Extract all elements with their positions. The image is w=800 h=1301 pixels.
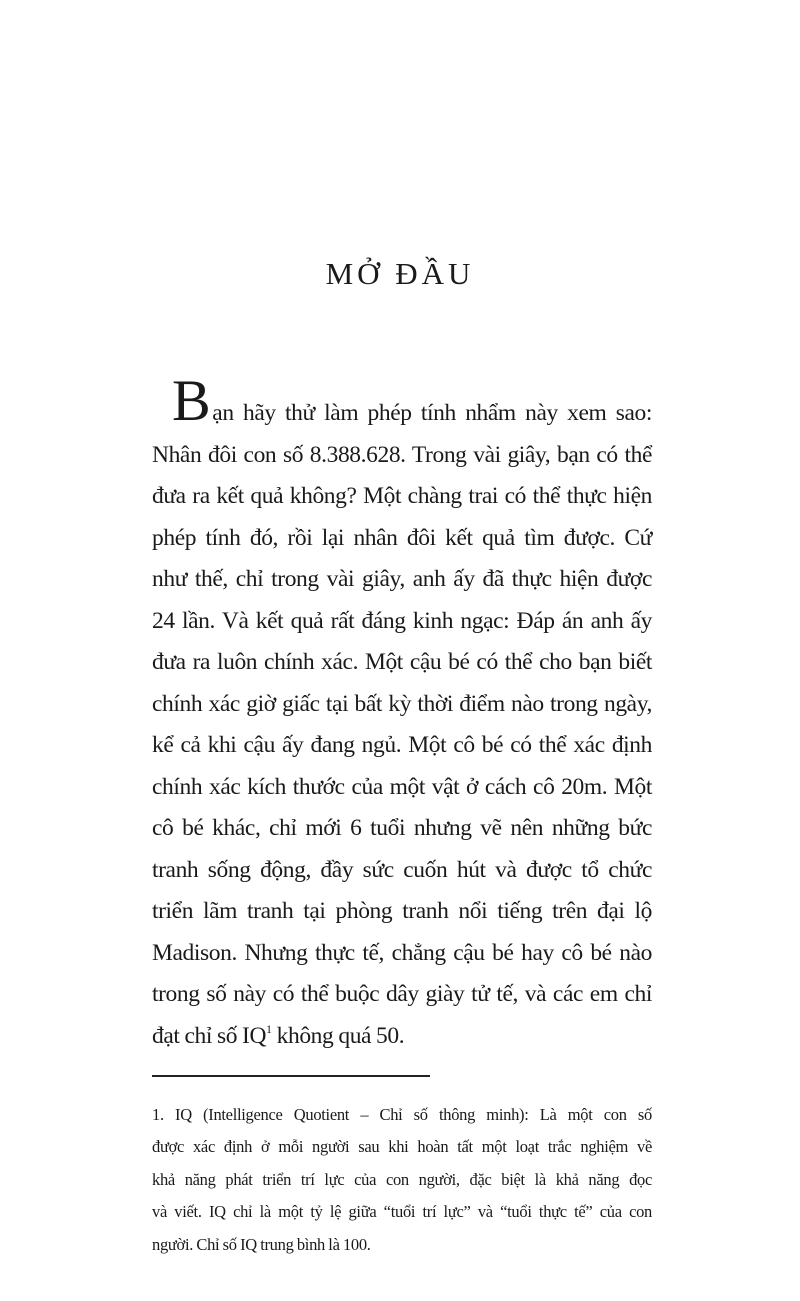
drop-cap: B — [172, 368, 211, 433]
paragraph-line: đưa ra luôn chính xác. Một cậu bé có thể cho bạn biết — [152, 649, 652, 675]
paragraph-line: 24 lần. Và kết quả rất đáng kinh ngạc: Đáp án anh ấy — [152, 607, 652, 634]
paragraph-line: tranh sống động, đầy sức cuốn hút và được tổ chức — [152, 856, 652, 883]
footnote-divider — [152, 1075, 430, 1077]
paragraph-line: trong số này có thể buộc dây giày tử tế, và các em chỉ — [152, 981, 652, 1007]
paragraph-line: cô bé khác, chỉ mới 6 tuổi nhưng vẽ nên những bức — [152, 815, 652, 841]
paragraph-line: Nhân đôi con số 8.388.628. Trong vài giây, bạn có thể — [152, 441, 652, 468]
last-line-text-end: không quá 50. — [271, 1022, 405, 1049]
paragraph-line: như thế, chỉ trong vài giây, anh ấy đã thực hiện được — [152, 566, 652, 592]
paragraph-first-line — [152, 368, 652, 435]
footnote-line: khả năng phát triển trí lực của con người, đặc biệt là khả năng đọc — [152, 1169, 652, 1189]
paragraph-line: Madison. Nhưng thực tế, chẳng cậu bé hay cô bé nào — [152, 939, 652, 966]
paragraph-line: đưa ra kết quả không? Một chàng trai có thể thực hiện — [152, 483, 652, 509]
paragraph-last-line — [152, 1016, 652, 1058]
paragraph-line: triển lãm tranh tại phòng tranh nổi tiếng trên đại lộ — [152, 898, 652, 924]
footnote-line: người. Chỉ số IQ trung bình là 100. — [152, 1234, 371, 1254]
footnote — [152, 1099, 652, 1262]
footnote-reference[interactable]: 1 — [266, 1021, 272, 1036]
body-paragraph — [152, 368, 652, 1057]
paragraph-line: kể cả khi cậu ấy đang ngủ. Một cô bé có thể xác định — [152, 732, 652, 758]
chapter-title: MỞ ĐẦU — [325, 256, 475, 291]
paragraph-line: chính xác giờ giấc tại bất kỳ thời điểm nào trong ngày, — [152, 690, 652, 717]
footnote-line: 1. IQ (Intelligence Quotient – Chỉ số thông minh): Là một con số — [152, 1104, 652, 1124]
paragraph-line: chính xác kích thước của một vật ở cách cô 20m. Một — [152, 773, 652, 800]
footnote-line: được xác định ở mỗi người sau khi hoàn tất một loạt trắc nghiệm về — [152, 1137, 652, 1156]
first-line-text: ạn hãy thử làm phép tính nhẩm này xem sao: — [212, 400, 652, 426]
paragraph-line: phép tính đó, rồi lại nhân đôi kết quả tìm được. Cứ — [152, 524, 652, 551]
last-line-text: đạt chỉ số IQ — [152, 1022, 267, 1049]
footnote-line: và viết. IQ chỉ là một tỷ lệ giữa “tuổi trí lực” và “tuổi thực tế” của con — [152, 1202, 652, 1221]
